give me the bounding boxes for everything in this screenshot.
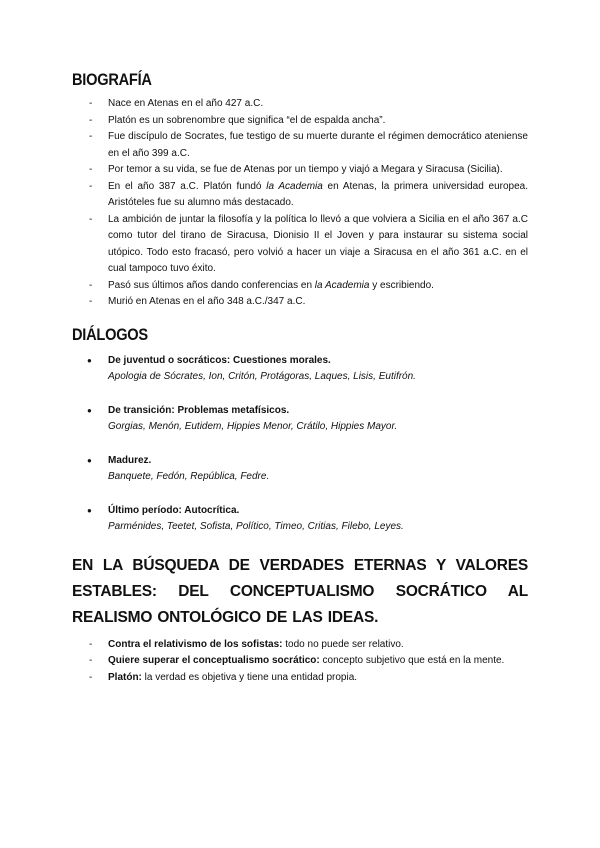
list-item: - Platón es un sobrenombre que significa “el de espalda ancha”. bbox=[72, 113, 528, 130]
list-item: ● Último período: Autocrítica. Parménides, Teetet, Sofista, Político, Timeo, Critias, Filebo, Leyes. bbox=[72, 503, 528, 536]
list-item: ● De juventud o socráticos: Cuestiones morales. Apologia de Sócrates, Ion, Critón, Protágoras, Laques, Lisis, Eutifrón. bbox=[72, 353, 528, 386]
heading-dialogos: DIÁLOGOS bbox=[72, 324, 148, 344]
list-item: - Platón: la verdad es objetiva y tiene una entidad propia. bbox=[72, 670, 528, 687]
list-item: - Nace en Atenas en el año 427 a.C. bbox=[72, 96, 528, 113]
list-item: ● Madurez. Banquete, Fedón, República, Fedre. bbox=[72, 453, 528, 486]
document-page bbox=[72, 70, 528, 686]
list-item: - Por temor a su vida, se fue de Atenas por un tiempo y viajó a Megara y Siracusa (Sicilia). bbox=[72, 162, 528, 179]
list-item: - La ambición de juntar la filosofía y la política lo llevó a que volviera a Sicilia en el año 367 a.C como tutor del tirano de Siracusa, Dionisio II el Joven y para instaurar su sistema social utópico. Todo esto fracasó, pero volvió a hacer un viaje a Siracusa en el año 361 a.C. en el cual tampoco tuvo éxito. bbox=[72, 212, 528, 278]
list-item: - Contra el relativismo de los sofistas: todo no puede ser relativo. bbox=[72, 637, 528, 654]
list-item: - Quiere superar el conceptualismo socrático: concepto subjetivo que está en la mente. bbox=[72, 653, 528, 670]
busqueda-list bbox=[72, 637, 528, 687]
list-item: - Pasó sus últimos años dando conferencias en la Academia y escribiendo. bbox=[72, 278, 528, 295]
heading-busqueda: EN LA BÚSQUEDA DE VERDADES ETERNAS Y VALORES ESTABLES: DEL CONCEPTUALISMO SOCRÁTICO AL REALISMO ONTOLÓGICO DE LAS IDEAS. bbox=[72, 556, 528, 626]
list-item: ● De transición: Problemas metafísicos. Gorgias, Menón, Eutidem, Hippies Menor, Crátilo, Hippies Mayor. bbox=[72, 403, 528, 436]
list-item: - En el año 387 a.C. Platón fundó la Academia en Atenas, la primera universidad europea. Aristóteles fue su alumno más destacado. bbox=[72, 179, 528, 212]
list-item: - Fue discípulo de Socrates, fue testigo de su muerte durante el régimen democrático ateniense en el año 399 a.C. bbox=[72, 129, 528, 162]
biografia-list bbox=[72, 96, 528, 311]
heading-biografia: BIOGRAFÍA bbox=[72, 70, 152, 89]
dialogos-list bbox=[72, 353, 528, 536]
list-item: - Murió en Atenas en el año 348 a.C./347 a.C. bbox=[72, 294, 528, 311]
